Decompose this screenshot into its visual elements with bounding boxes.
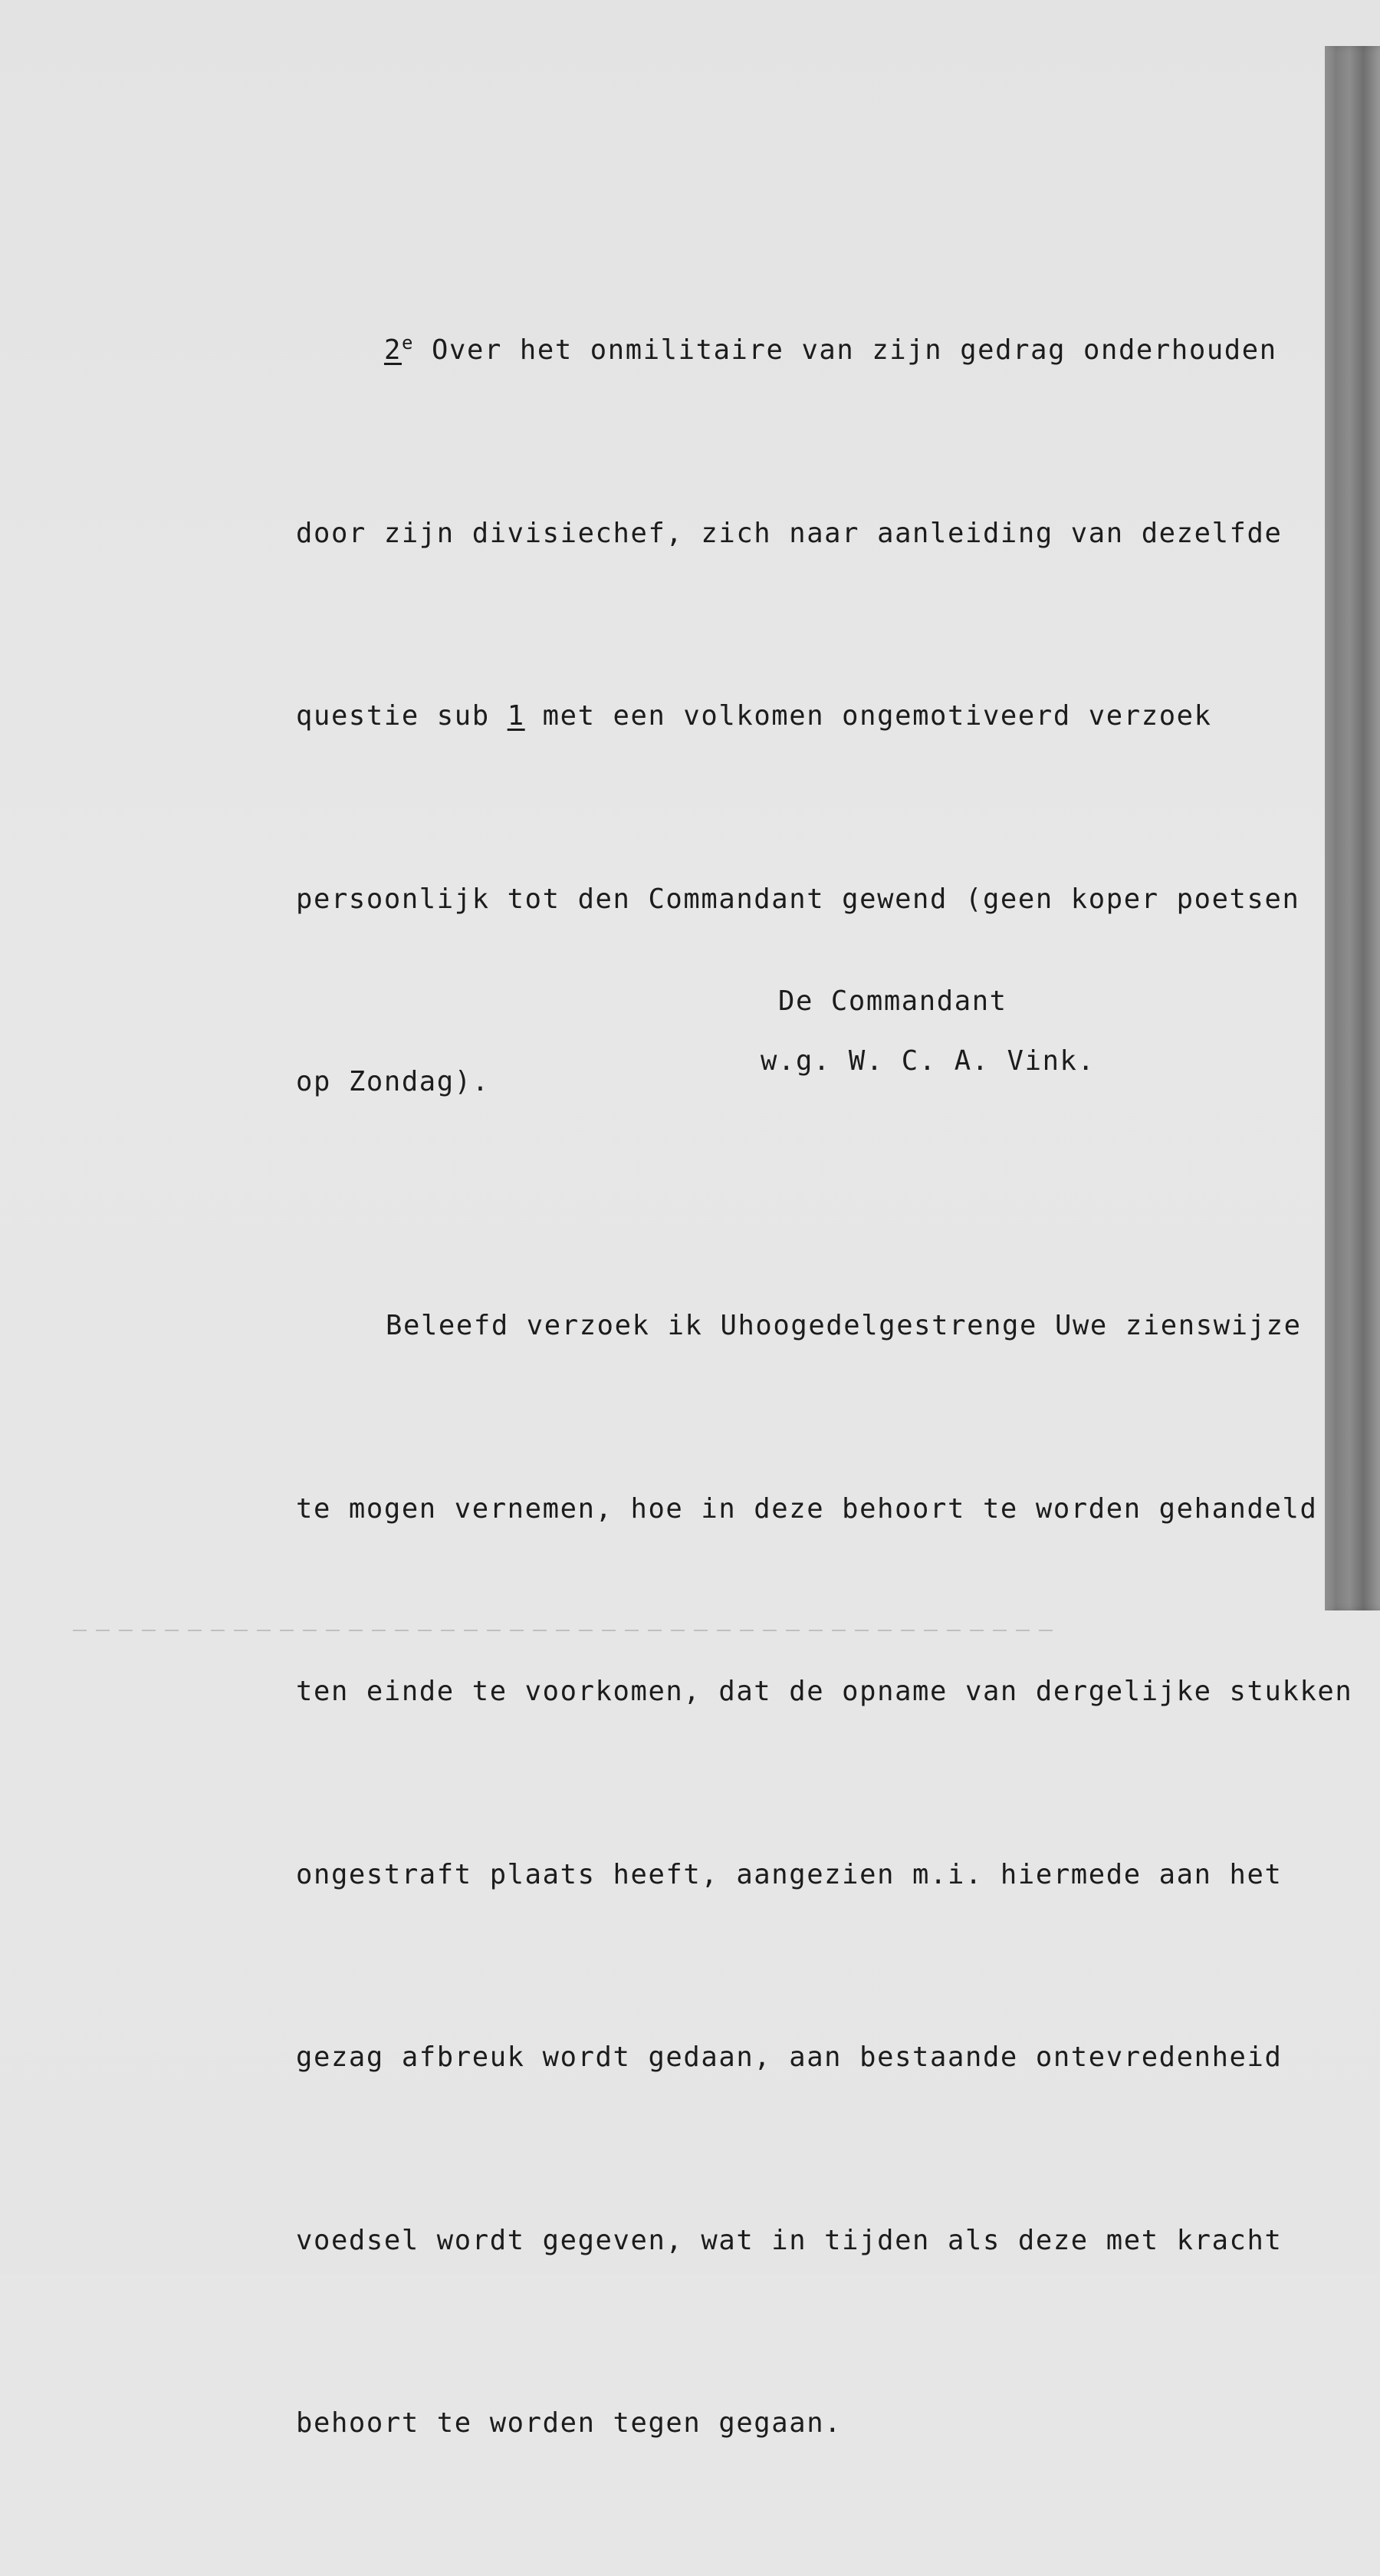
paragraph-number-suffix: e <box>401 332 415 354</box>
paragraph-2-line-7: behoort te worden tegen gegaan. <box>296 2407 843 2439</box>
document-body <box>296 198 1353 2576</box>
paragraph-2-line-1: Beleefd verzoek ik Uhoogedelgestrenge Uwe zienswijze <box>386 1310 1302 1341</box>
paragraph-2-line-3: ten einde te voorkomen, dat de opname van dergelijke stukken <box>296 1676 1353 1707</box>
signature-name: w.g. W. C. A. Vink. <box>761 1045 1096 1077</box>
paragraph-2-line-6: voedsel wordt gegeven, wat in tijden als deze met kracht <box>296 2224 1283 2256</box>
paragraph-number: 2 <box>384 334 402 366</box>
paragraph-2-line-2: te mogen vernemen, hoe in deze behoort te worden gehandeld <box>296 1492 1318 1525</box>
paragraph-reference: 1 <box>507 700 525 732</box>
paragraph-2-line-5: gezag afbreuk wordt gedaan, aan bestaande ontevredenheid <box>296 2041 1283 2073</box>
paragraph-2-line-4: ongestraft plaats heeft, aangezien m.i. hiermede aan het <box>296 1858 1283 1890</box>
page-edge-shadow <box>1325 46 1380 1610</box>
paragraph-1-line-4: persoonlijk tot den Commandant gewend (geen koper poetsen <box>296 883 1300 915</box>
paragraph-1-line-3 <box>296 686 1316 747</box>
paragraph-1-line-1 <box>296 320 1316 381</box>
signature-title: De Commandant <box>778 985 1007 1017</box>
paragraph-1-text-1: Over het onmilitaire van zijn gedrag onderhouden <box>414 334 1277 366</box>
paragraph-1-line-5: op Zondag). <box>296 1066 490 1097</box>
paragraph-1-text-3b: met een volkomen ongemotiveerd verzoek <box>524 700 1212 732</box>
paragraph-1-line-2: door zijn divisiechef, zich naar aanleiding van dezelfde <box>296 517 1283 549</box>
paragraph-1-text-3a: questie sub <box>296 700 508 732</box>
